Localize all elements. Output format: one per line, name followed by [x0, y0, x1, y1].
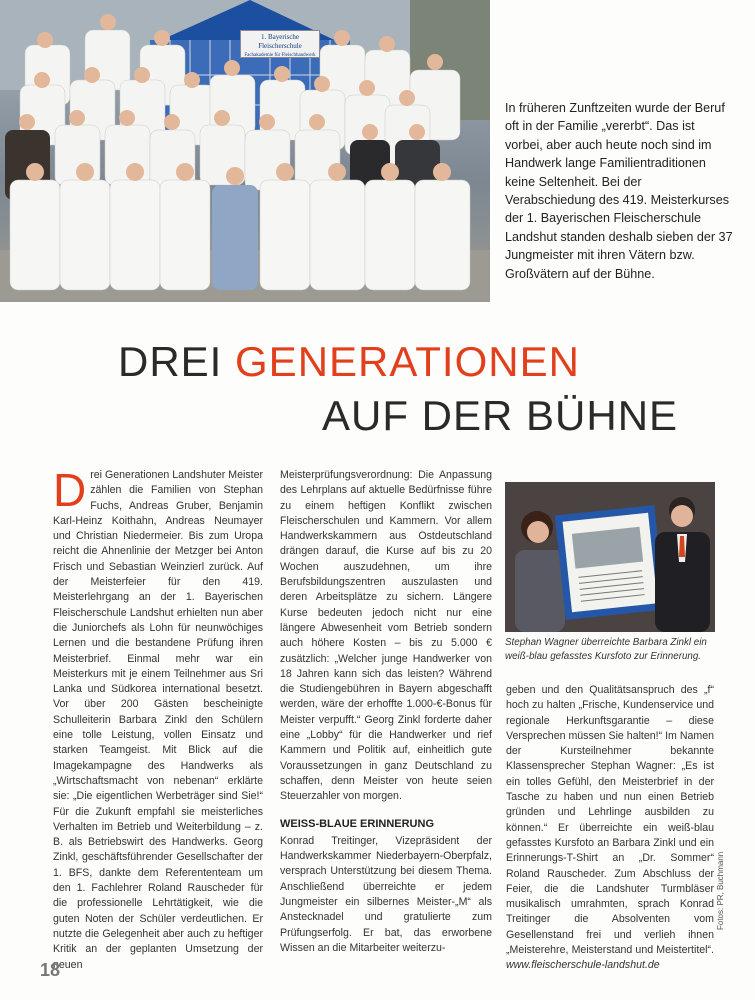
section-subheading: WEISS-BLAUE ERINNERUNG: [280, 817, 435, 830]
award-photo-illustration: [505, 482, 715, 632]
photo-caption: Stephan Wagner überreichte Barbara Zinkl ein weiß-blau gefasstes Kursfoto zur Erinnerung.: [505, 637, 707, 662]
headline-word-drei: DREI: [118, 338, 236, 385]
sign-line-1: 1. Bayerische Fleischerschule: [258, 33, 302, 50]
headline-line-2: AUF DER BÜHNE: [322, 392, 679, 439]
article-column-3: [506, 683, 714, 974]
group-photo: [0, 0, 490, 302]
website-link[interactable]: www.fleischerschule-landshut.de: [506, 959, 660, 972]
headline-word-generationen: GENERATIONEN: [235, 338, 580, 385]
intro-text: In früheren Zunftzeiten wurde der Beruf oft in der Familie „vererbt“. Das ist vorbei, aber auch heute noch sind im Handwerk lange Familientraditionen keine Seltenheit. Bei der Verabschiedung des 419. Meisterkurses der 1. Bayerischen Fleischerschule Landshut standen deshalb sieben der 37 Jungmeister mit ihren Vätern bzw. Großvätern auf der Bühne.: [505, 101, 733, 281]
column-2-text: Meisterprüfungsverordnung: Die Anpassung des Lehrplans auf aktuelle Bedürfnisse führe zu einem heftigen Konflikt zwischen Fleischerschulen und Kammern. Vor allem Handwerkskammern aus Ostdeutschland drängen darauf, die Kurse auf bis zu 20 Wochen auszudehnen, um ihre Berufsbildungszentren auszulasten und deren Arbeitsplätze zu sichern. Längere Kurse bedeuten jedoch nicht nur eine längere Abwesenheit vom Betrieb sondern auch höhere Kosten – bis zu 5.000 € zusätzlich: „Welcher junge Handwerker von 18 Jahren kann sich das leisten? Während die Studiengebühren in Bayern abgeschafft werden, wäre der erhoffte 1.000-€-Bonus für Meister verpufft.“ Georg Zinkl forderte daher eine „Lobby“ für die Handwerker und rief Kammern und Politik auf, einheitlich gute Voraussetzungen in ganz Deutschland zu schaffen, denn Meister von heute seien Steuerzahler von morgen.: [280, 469, 492, 803]
headline-line-1: [118, 338, 580, 386]
article-column-1: [53, 464, 263, 973]
column-3-text: geben und den Qualitätsanspruch des „f“ hoch zu halten „Frische, Kundenservice und regionale Herkunftsgarantie – diese Versprechen müssen Sie halten!“ Im Namen der Kursteilnehmer bekannte Klassensprecher Stephan Wagner: „Es ist ein tolles Gefühl, den Meisterbrief in der Tasche zu haben und nun einen Betrieb gründen und Lehrlinge ausbilden zu können.“ Er überreichte ein weiß-blau gefasstes Kursfoto an Barbara Zinkl und ein Erinnerungs-T-Shirt an „Dr. Sommer“ Roland Rauscheder. Zum Abschluss der Feier, die die Landshuter Turmbläser musikalisch umrahmten, sprach Konrad Treitinger die Absolventen vom Gesellenstand frei und verlieh ihnen „Meisterehre, Meisterstand und Meistertitel“.: [506, 684, 714, 957]
drop-cap: D: [53, 464, 87, 516]
award-photo: [505, 482, 715, 632]
article-column-2: [280, 468, 492, 956]
photo-credit: Fotos: PR, Buchmann: [716, 851, 725, 930]
column-2-text-after-subhead: Konrad Treitinger, Vizepräsident der Handwerkskammer Niederbayern-Oberpfalz, versprach Unterstützung bei diesem Thema. Anschließend überreichte er jedem Jungmeister ein silbernes Meister-„M“ als Anstecknadel und gratulierte zum Prüfungserfolg. Er bat, das erworbene Wissen an die Mitarbeiter weiterzu-: [280, 834, 492, 954]
page-number: 18: [40, 960, 61, 980]
column-1-text: rei Generationen Landshuter Meister zählen die Familien von Stephan Fuchs, Andreas Gruber, Benjamin Karl-Heinz Koithahn, Andreas Neumayer und Christian Niedermeier. Bis zum Uropa reicht die Ahnenlinie der Metzger bei Anton Frisch und Sebastian Weinzierl zurück. Auf der Meisterfeier für den 419. Meisterlehrgang an der 1. Bayerischen Fleischerschule Landshut erhielten nun aber die Juniorchefs als Lohn für neunwöchiges Lernen und die bestandene Prüfung ihren Meisterbrief. Einmal mehr war ein Meisterkurs mit je einem Teilnehmer aus Sri Lanka und Südkorea international besetzt. Vor über 200 Gästen bescheinigte Schulleiterin Barbara Zinkl den Schülern eine tolle Leistung, vollen Einsatz und starken Teamgeist. Mit Blick auf die Imagekampagne des Handwerks als „Wirtschaftsmacht von nebenan“ erklärte sie: „Die eigentlichen Werbeträger sind Sie!“ Für die Zukunft empfahl sie meisterliches Verhalten im Betrieb und Weiterbildung – z. B. als Betriebswirt des Handwerks. Georg Zinkl, geschäftsführender Gesellschafter der 1. BFS, dankte dem Referententeam um den 1. Fachlehrer Roland Rauscheder für die professionelle Lehrtätigkeit, wie die guten Noten der Schüler verdeutlichen. Er nutzte die Gelegenheit aber auch zu heftiger Kritik an der geplanten Umsetzung der neuen: [53, 469, 263, 971]
sign-line-2: Fachakademie für Fleischhandwerk: [244, 53, 316, 58]
building-sign: [240, 30, 320, 58]
